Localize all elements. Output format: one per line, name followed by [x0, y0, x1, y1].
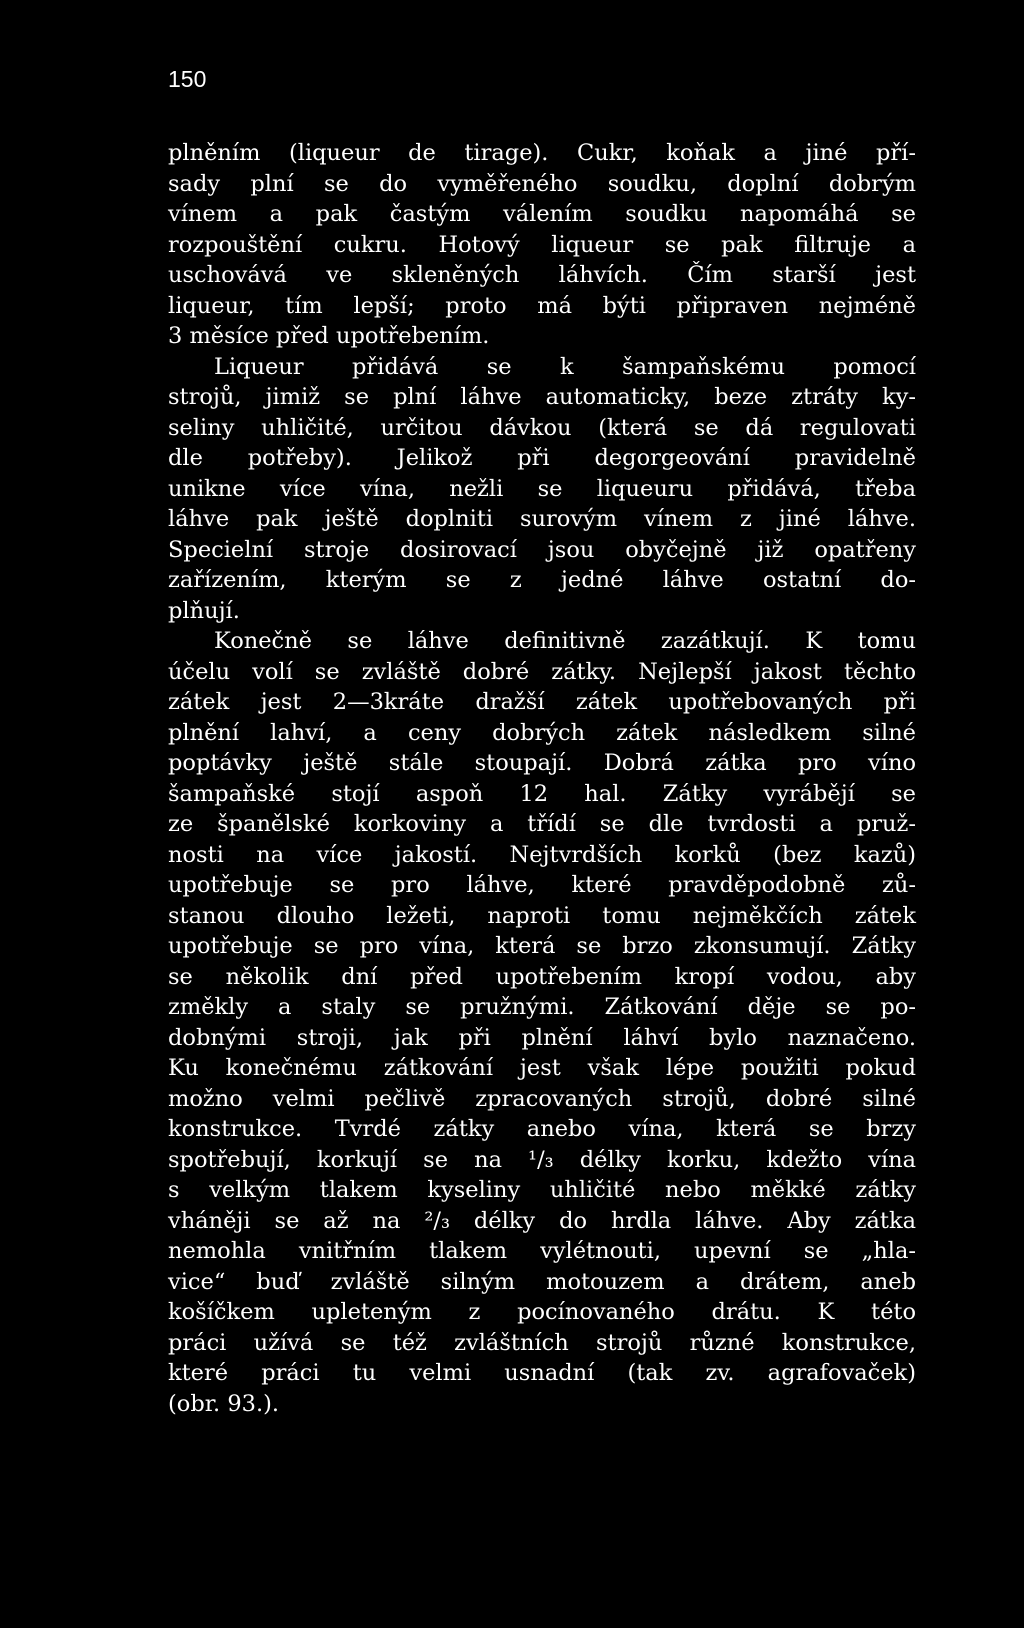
- text-line: šampaňské stojí aspoň 12 hal. Zátky vyrábějí se: [168, 780, 916, 807]
- text-line: nemohla vnitřním tlakem vylétnouti, upevní se „hla-: [168, 1238, 916, 1264]
- text-line: košíčkem upleteným z pocínovaného drátu. K této: [168, 1299, 916, 1325]
- page-number: 150: [168, 66, 207, 92]
- text-line: sady plní se do vyměřeného soudku, doplní dobrým: [168, 170, 916, 197]
- text-line: účelu volí se zvláště dobré zátky. Nejlepší jakost těchto: [168, 658, 916, 685]
- text-line: rozpouštění cukru. Hotový liqueur se pak filtruje a: [168, 231, 916, 258]
- text-line: plnění lahví, a ceny dobrých zátek následkem silné: [168, 719, 916, 746]
- text-line: Konečně se láhve definitivně zazátkují. K tomu: [214, 628, 916, 654]
- text-line: změkly a staly se pružnými. Zátkování děje se po-: [168, 994, 916, 1020]
- text-line: vínem a pak častým válením soudku napomáhá se: [168, 201, 916, 227]
- text-line: zařízením, kterým se z jedné láhve ostatní do-: [168, 567, 916, 593]
- text-line: možno velmi pečlivě zpracovaných strojů, dobré silné: [168, 1085, 916, 1112]
- text-line: se několik dní před upotřebením kropí vodou, aby: [168, 963, 916, 990]
- text-line: Liqueur přidává se k šampaňskému pomocí: [214, 353, 916, 380]
- text-line: Specielní stroje dosirovací jsou obyčejně již opatřeny: [168, 536, 916, 563]
- text-line: láhve pak ještě doplniti surovým vínem z jiné láhve.: [168, 506, 916, 532]
- text-line: vháněji se až na ²/₃ délky do hrdla láhve. Aby zátka: [168, 1207, 916, 1234]
- text-line: 3 měsíce před upotřebením.: [168, 323, 490, 349]
- text-line: dobnými stroji, jak při plnění láhví bylo naznačeno.: [168, 1024, 916, 1051]
- text-line: ze španělské korkoviny a třídí se dle tvrdosti a pruž-: [168, 811, 916, 837]
- text-line: nosti na více jakostí. Nejtvrdších korků (bez kazů): [168, 841, 916, 868]
- text-line: uschovává ve skleněných láhvích. Čím starší jest: [168, 262, 916, 288]
- text-line: unikne více vína, nežli se liqueuru přidává, třeba: [168, 475, 916, 502]
- text-line: s velkým tlakem kyseliny uhličité nebo měkké zátky: [168, 1177, 916, 1203]
- text-line: zátek jest 2—3kráte dražší zátek upotřebovaných při: [168, 689, 916, 715]
- text-line: seliny uhličité, určitou dávkou (která se dá regulovati: [168, 414, 916, 441]
- text-line: plněním (liqueur de tirage). Cukr, koňak a jiné pří-: [168, 140, 916, 166]
- text-line: které práci tu velmi usnadní (tak zv. agrafovaček): [168, 1360, 916, 1386]
- text-line: dle potřeby). Jelikož při degorgeování pravidelně: [168, 445, 916, 471]
- text-line: stanou dlouho ležeti, naproti tomu nejměkčích zátek: [168, 902, 916, 929]
- text-line: liqueur, tím lepší; proto má býti připraven nejméně: [168, 292, 916, 319]
- text-line: práci užívá se též zvláštních strojů různé konstrukce,: [168, 1329, 916, 1356]
- text-line: vice“ buď zvláště silným motouzem a drátem, aneb: [168, 1268, 916, 1295]
- text-line: (obr. 93.).: [168, 1390, 280, 1417]
- text-line: konstrukce. Tvrdé zátky anebo vína, která se brzy: [168, 1116, 916, 1142]
- text-line: plňují.: [168, 597, 240, 624]
- text-line: spotřebují, korkují se na ¹/₃ délky korku, kdežto vína: [168, 1146, 916, 1173]
- text-line: upotřebuje se pro vína, která se brzo zkonsumují. Zátky: [168, 933, 916, 959]
- body-text: [168, 138, 916, 1419]
- text-line: upotřebuje se pro láhve, které pravděpodobně zů-: [168, 872, 916, 898]
- text-line: poptávky ještě stále stoupají. Dobrá zátka pro víno: [168, 750, 916, 776]
- text-line: strojů, jimiž se plní láhve automaticky, beze ztráty ky-: [168, 384, 916, 410]
- text-line: Ku konečnému zátkování jest však lépe použiti pokud: [168, 1055, 916, 1081]
